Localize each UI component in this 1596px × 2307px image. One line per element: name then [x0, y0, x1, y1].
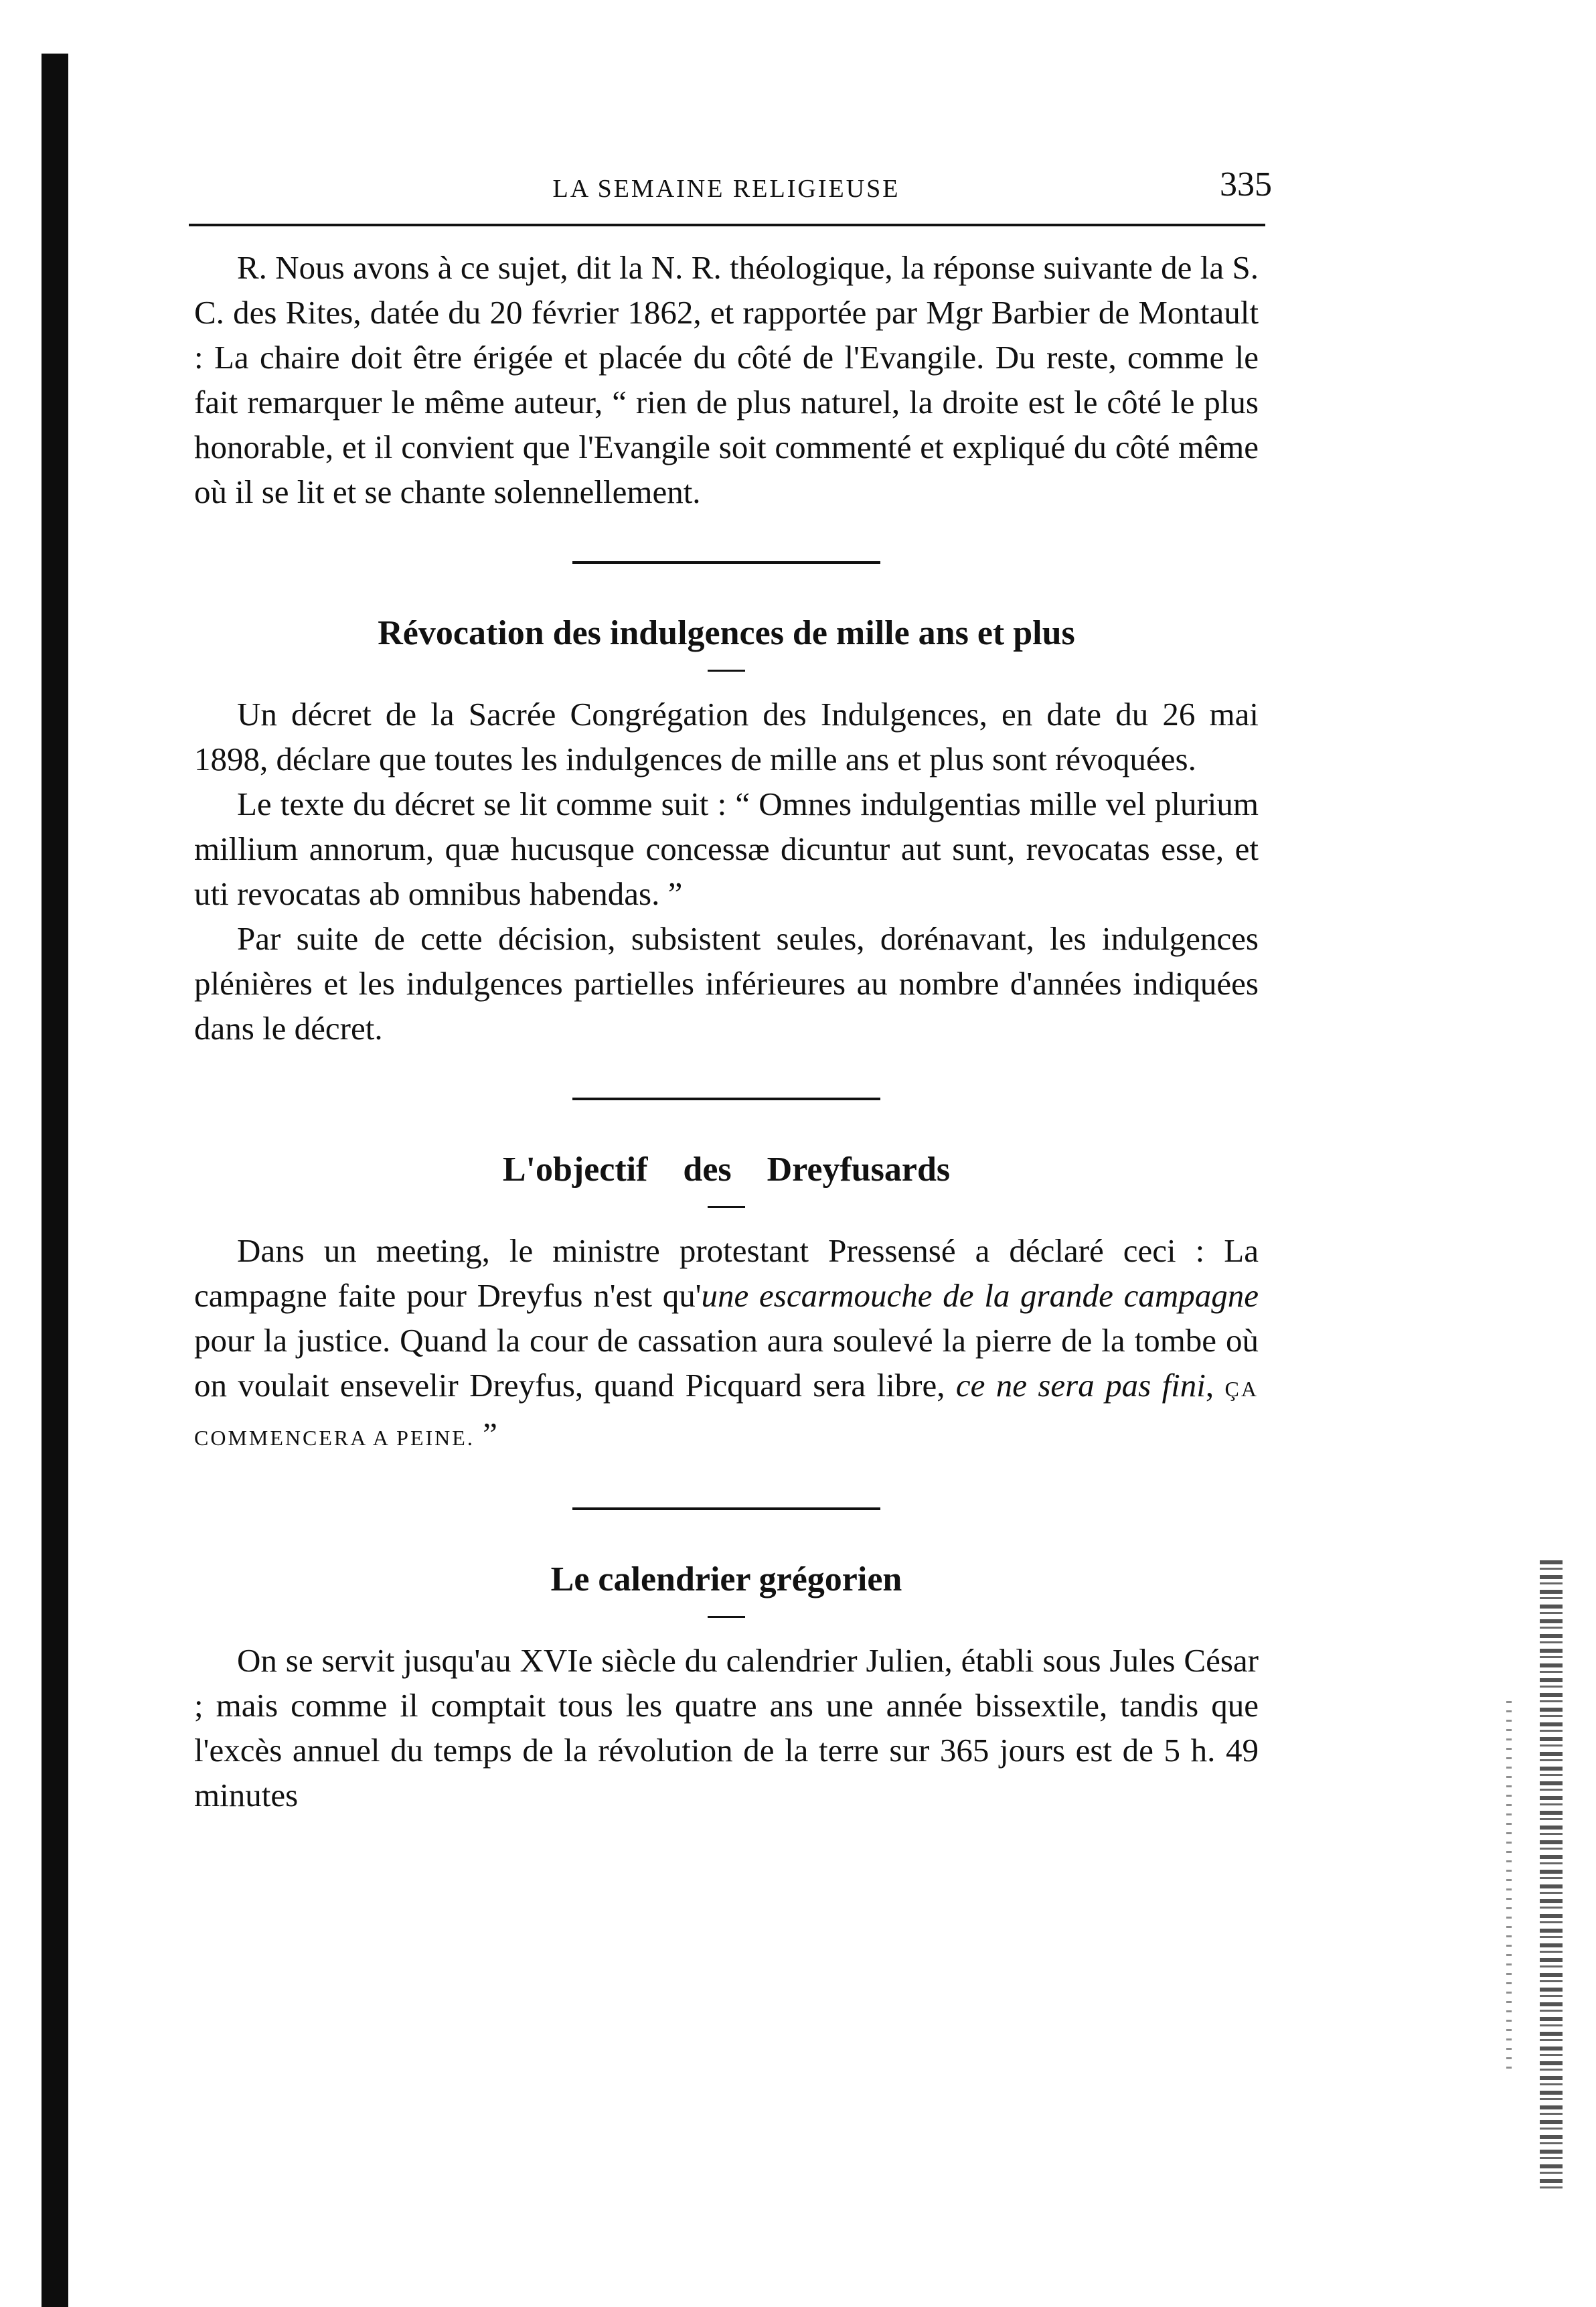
dreyfusards-text-2: pour la justice. Quand la cour de cassation aura soulevé la pierre de la tombe où on voulait ensevelir Dreyfus, quand Picquard sera libre,	[194, 1322, 1259, 1404]
section-title-calendrier: Le calendrier grégorien	[550, 1560, 902, 1598]
title-dash	[708, 1616, 745, 1618]
scan-edge-left	[42, 54, 68, 2307]
dreyfusards-italic-1: une escarmouche de la grande campagne	[701, 1277, 1259, 1314]
revocation-paragraph-3: Par suite de cette décision, subsistent seules, dorénavant, les indulgences plénières et les indulgences partielles inférieures au nombre d'années indiquées dans le décret.	[194, 920, 1259, 1047]
revocation-paragraph-2: Le texte du décret se lit comme suit : “ Omnes indulgentias mille vel plurium millium annorum, quæ hucusque concessæ dicuntur aut sunt, revocatas esse, et uti revocatas ab omnibus habendas. ”	[194, 786, 1259, 912]
calendrier-paragraph: On se servit jusqu'au XVIe siècle du calendrier Julien, établi sous Jules César ; mais comme il comptait tous les quatre ans une année bissextile, tandis que l'excès annuel du temps de la révolution de la terre sur 365 jours est de 5 h. 49 minutes	[194, 1642, 1259, 1813]
dreyfusards-paragraph	[194, 1228, 1259, 1461]
section-divider	[572, 1507, 880, 1510]
page-content	[194, 161, 1272, 1817]
intro-paragraph: R. Nous avons à ce sujet, dit la N. R. théologique, la réponse suivante de la S. C. des Rites, datée du 20 février 1862, et rapportée par Mgr Barbier de Montault : La chaire doit être érigée et placée du côté de l'Evangile. Du reste, comme le fait remarquer le même auteur, “ rien de plus naturel, la droite est le côté le plus honorable, et il convient que l'Evangile soit commenté et expliqué du côté même où il se lit et se chante solennellement.	[194, 249, 1259, 510]
dreyfusards-text-1: Dans un meeting, le ministre protestant Pressensé a déclaré ceci : La campagne faite pour Dreyfus n'est qu'	[194, 1232, 1259, 1314]
running-title: LA SEMAINE RELIGIEUSE	[552, 175, 900, 203]
page-number: 335	[1220, 165, 1272, 204]
scan-edge-right	[1540, 1560, 1563, 2190]
section-divider	[572, 561, 880, 564]
dreyfusards-smallcaps: ÇA COMMENCERA A PEINE.	[194, 1377, 1259, 1450]
running-head	[194, 161, 1272, 214]
scan-edge-right-speckle	[1506, 1701, 1512, 2076]
section-divider	[572, 1098, 880, 1100]
dreyfusards-italic-2: ce ne sera pas fini	[955, 1367, 1206, 1404]
dreyfusards-text-3: ,	[1205, 1367, 1225, 1404]
dreyfusards-end-quote: ”	[474, 1416, 497, 1453]
title-dash	[708, 670, 745, 672]
header-rule	[189, 224, 1265, 226]
section-title-revocation: Révocation des indulgences de mille ans et plus	[378, 614, 1075, 652]
title-dash	[708, 1206, 745, 1208]
section-title-dreyfusards: L'objectif des Dreyfusards	[502, 1150, 951, 1189]
revocation-paragraph-1: Un décret de la Sacrée Congrégation des Indulgences, en date du 26 mai 1898, déclare que toutes les indulgences de mille ans et plus sont révoquées.	[194, 696, 1259, 777]
